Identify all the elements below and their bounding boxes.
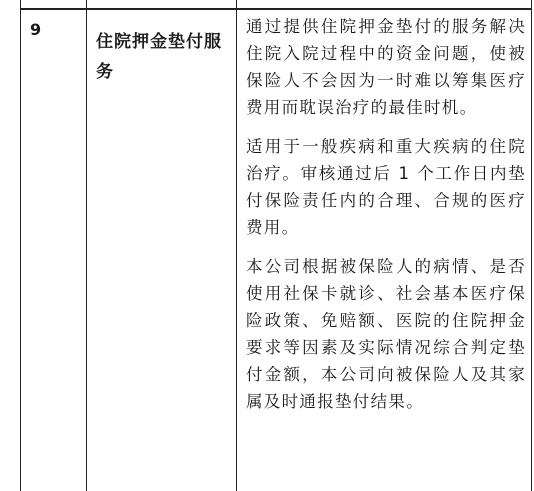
service-description: [246, 13, 526, 427]
description-paragraph-2: 适用于一般疾病和重大疾病的住院治疗。审核通过后 1 个工作日内垫付保险责任内的合理、合规的医疗费用。: [246, 137, 526, 237]
table-column-divider-2: [236, 0, 237, 491]
description-paragraph-1: 通过提供住院押金垫付的服务解决住院入院过程中的资金问题，使被保险人不会因为一时难以筹集医疗费用而耽误治疗的最佳时机。: [246, 17, 526, 117]
table-row-top-border: [20, 8, 532, 10]
service-title: 住院押金垫付服务: [96, 32, 222, 82]
table-column-divider-1: [86, 0, 87, 491]
description-paragraph-3: 本公司根据被保险人的病情、是否使用社保卡就诊、社会基本医疗保险政策、免赔额、医院的住院押金要求等因素及实际情况综合判定垫付金额，本公司向被保险人及其家属及时通报垫付结果。: [246, 257, 526, 411]
row-number: 9: [30, 20, 42, 39]
table-border-left: [20, 0, 21, 491]
table-border-right: [531, 0, 532, 491]
